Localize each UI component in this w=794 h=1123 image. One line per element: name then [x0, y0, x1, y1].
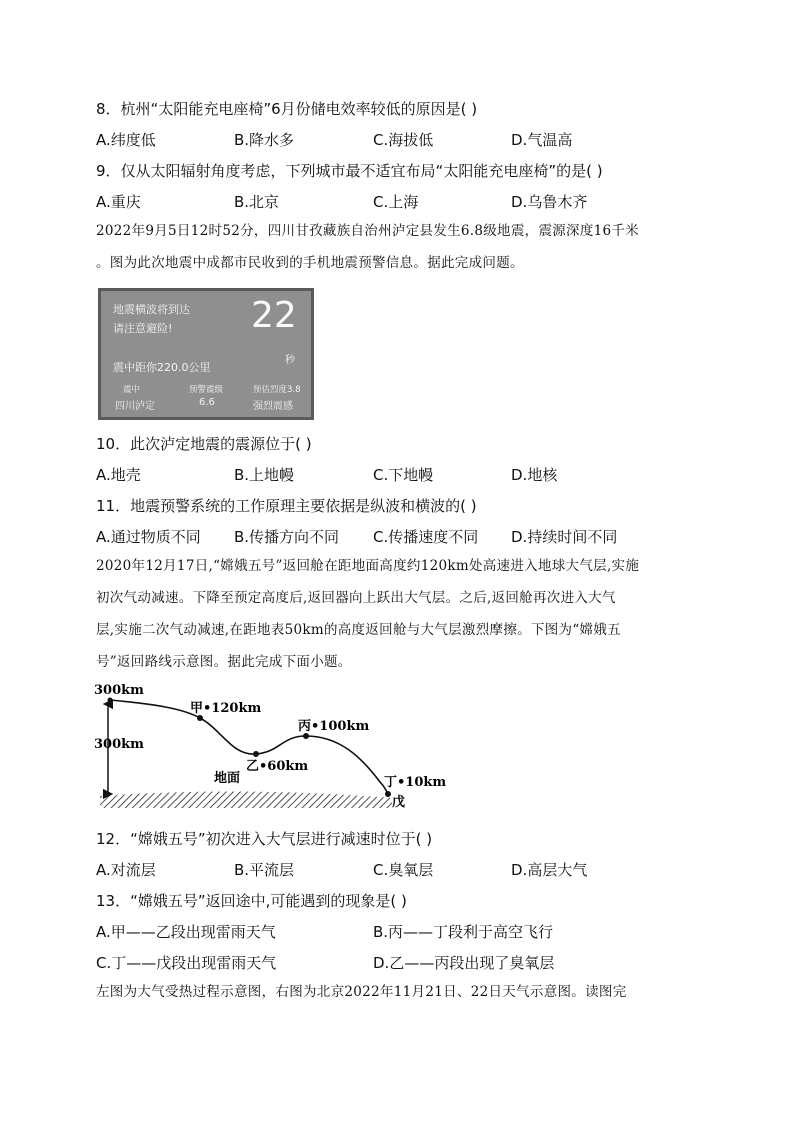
passage-change5: [96, 550, 702, 678]
top-height-label: 300km: [94, 683, 144, 698]
passage-line: 2022年9月5日12时52分，四川甘孜藏族自治州泸定县发生6.8级地震，震源深度16千米: [96, 223, 640, 239]
q10-option-b: B.上地幔: [234, 466, 295, 484]
q11-option-a: A.通过物质不同: [96, 528, 201, 546]
q13-option-d: D.乙——丙段出现了臭氧层: [373, 954, 555, 972]
q12-option-a: A.对流层: [96, 861, 156, 879]
alert-unit: 秒: [285, 355, 295, 366]
q13-option-a: A.甲——乙段出现雷雨天气: [96, 923, 276, 941]
ground-label: 地面: [214, 771, 241, 786]
alert-header-magnitude: 预警震级: [189, 385, 224, 395]
label-jia: 甲•120km: [190, 701, 262, 716]
passage-line: 层,实施二次气动减速,在距地表50km的高度返回舱与大气层激烈摩擦。下图为“嫦娥五: [96, 622, 621, 638]
label-wu: 戊: [392, 795, 406, 810]
question-13-options-row1: [96, 921, 716, 943]
side-height-label: 300km: [94, 737, 144, 752]
question-9-options: [96, 191, 716, 213]
question-8-stem: 8．杭州“太阳能充电座椅”6月份储电效率较低的原因是( ): [96, 100, 478, 118]
question-11-stem: 11．地震预警系统的工作原理主要依据是纵波和横波的( ): [96, 497, 477, 515]
passage-earthquake: [96, 215, 702, 279]
alert-value-magnitude: 6.6: [199, 397, 215, 408]
alert-value-intensity: 强烈震感: [253, 401, 293, 412]
q8-option-a: A.纬度低: [96, 131, 156, 149]
alert-value-epicenter: 四川泸定: [115, 401, 155, 412]
question-10-options: [96, 464, 716, 486]
question-8-options: [96, 129, 716, 151]
alert-header-epicenter: 震中: [123, 385, 141, 395]
q9-option-d: D.乌鲁木齐: [511, 193, 588, 211]
passage-line: 左图为大气受热过程示意图，右图为北京2022年11月21日、22日天气示意图。读图完: [96, 984, 627, 1000]
q12-option-d: D.高层大气: [511, 861, 588, 879]
q11-option-c: C.传播速度不同: [373, 528, 479, 546]
q12-option-c: C.臭氧层: [373, 861, 434, 879]
label-yi: 乙•60km: [246, 759, 309, 774]
ground-hatch: [100, 791, 392, 808]
alert-line-1: 地震横波将到达: [113, 303, 190, 316]
point-wu: [385, 791, 391, 797]
q8-option-c: C.海拔低: [373, 131, 434, 149]
q9-option-a: A.重庆: [96, 193, 141, 211]
q11-option-b: B.传播方向不同: [234, 528, 340, 546]
alert-distance: 震中距你220.0公里: [113, 361, 211, 374]
q9-option-b: B.北京: [234, 193, 280, 211]
label-ding: 丁•10km: [384, 775, 447, 790]
passage-line: 初次气动减速。下降至预定高度后,返回器向上跃出大气层。之后,返回舱再次进入大气: [96, 590, 616, 606]
q10-option-c: C.下地幔: [373, 466, 434, 484]
passage-line: 2020年12月17日,“嫦娥五号”返回舱在距地面高度约120km处高速进入地球大气层,实施: [96, 558, 640, 574]
q12-option-b: B.平流层: [234, 861, 295, 879]
return-trajectory-diagram: [92, 678, 447, 818]
q13-option-b: B.丙——丁段利于高空飞行: [373, 923, 554, 941]
q11-option-d: D.持续时间不同: [511, 528, 618, 546]
question-10-stem: 10．此次泸定地震的震源位于( ): [96, 435, 312, 453]
passage-atmosphere: [96, 976, 702, 1008]
alert-line-2: 请注意避险!: [113, 322, 173, 335]
question-9-stem: 9．仅从太阳辐射角度考虑，下列城市最不适宜布局“太阳能充电座椅”的是( ): [96, 162, 603, 180]
point-yi: [253, 751, 259, 757]
earthquake-alert-card: [98, 288, 314, 420]
q8-option-d: D.气温高: [511, 131, 573, 149]
q13-option-c: C.丁——戊段出现雷雨天气: [96, 954, 277, 972]
q10-option-d: D.地核: [511, 466, 558, 484]
passage-line: 。图为此次地震中成都市民收到的手机地震预警信息。据此完成问题。: [96, 255, 524, 271]
q10-option-a: A.地壳: [96, 466, 141, 484]
question-13-stem: 13．“嫦娥五号”返回途中,可能遇到的现象是( ): [96, 892, 407, 910]
question-13-options-row2: [96, 952, 716, 974]
alert-countdown: 22: [251, 295, 297, 336]
q9-option-c: C.上海: [373, 193, 419, 211]
passage-line: 号”返回路线示意图。据此完成下面小题。: [96, 654, 352, 670]
question-12-stem: 12．“嫦娥五号”初次进入大气层进行减速时位于( ): [96, 830, 433, 848]
question-11-options: [96, 526, 716, 548]
q8-option-b: B.降水多: [234, 131, 295, 149]
label-bing: 丙•100km: [298, 719, 370, 734]
alert-header-intensity: 预估烈度3.8: [253, 385, 301, 395]
question-12-options: [96, 859, 716, 881]
